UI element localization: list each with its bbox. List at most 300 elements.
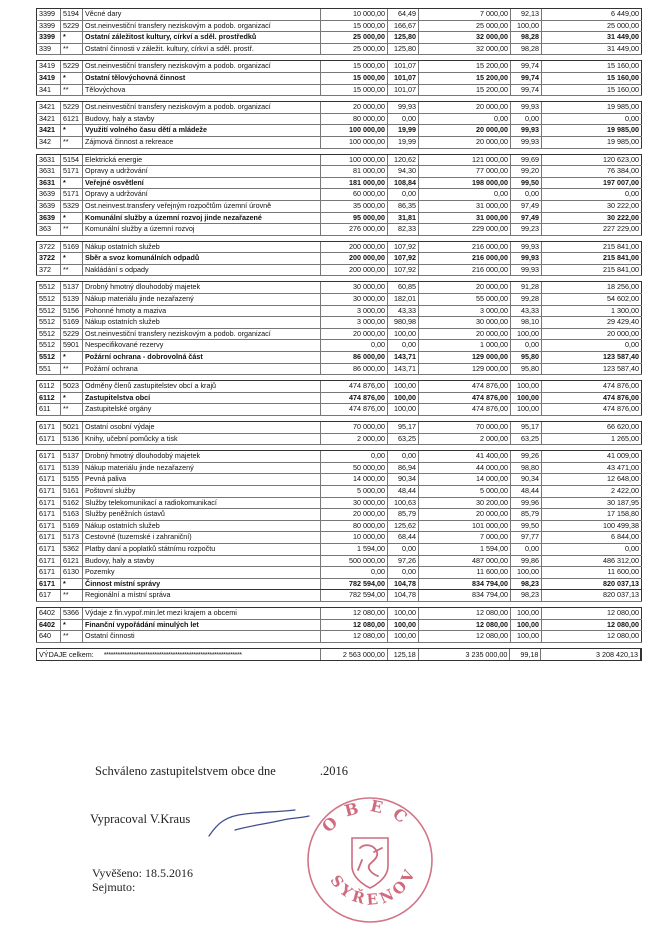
approved-percent-cell: 100,00 <box>388 631 419 642</box>
actual-cell: 12 080,00 <box>542 608 642 619</box>
approved-budget-cell: 86 000,00 <box>321 352 388 363</box>
adjusted-percent-cell: 95,80 <box>511 364 542 375</box>
paragraph-cell: 6171 <box>36 544 61 555</box>
paragraph-cell: 3639 <box>36 189 61 200</box>
paragraph-cell: 5512 <box>36 306 61 317</box>
paragraph-cell: 6171 <box>36 463 61 474</box>
table-group <box>36 450 642 602</box>
actual-cell: 123 587,40 <box>542 364 642 375</box>
item-code-cell: 5229 <box>61 21 83 32</box>
paragraph-cell: 640 <box>36 631 61 642</box>
table-row <box>36 306 642 318</box>
item-code-cell: 6130 <box>61 567 83 578</box>
actual-cell: 0,00 <box>542 544 642 555</box>
table-row <box>36 607 642 620</box>
actual-cell: 215 841,00 <box>542 253 642 264</box>
approval-text: Schváleno zastupitelstvem obce dne <box>95 764 276 778</box>
approved-budget-cell: 25 000,00 <box>321 32 388 43</box>
approved-percent-cell: 143,71 <box>388 364 419 375</box>
adjusted-budget-cell: 14 000,00 <box>419 474 511 485</box>
approved-budget-cell: 782 594,00 <box>321 579 388 590</box>
table-row <box>36 450 642 463</box>
paragraph-cell: 3631 <box>36 166 61 177</box>
approval-date: .2016 <box>319 764 348 778</box>
paragraph-cell: 6402 <box>36 620 61 631</box>
adjusted-budget-cell: 30 200,00 <box>419 498 511 509</box>
adjusted-percent-cell: 99,96 <box>511 498 542 509</box>
table-row <box>36 224 642 236</box>
total-actual-cell: 3 208 420,13 <box>541 649 641 660</box>
table-row <box>36 352 642 364</box>
item-code-cell: 5156 <box>61 306 83 317</box>
approved-budget-cell: 0,00 <box>321 340 388 351</box>
adjusted-percent-cell: 99,93 <box>511 265 542 276</box>
table-row <box>36 380 642 393</box>
adjusted-budget-cell: 15 200,00 <box>419 61 511 72</box>
actual-cell: 11 600,00 <box>542 567 642 578</box>
approved-budget-cell: 10 000,00 <box>321 532 388 543</box>
adjusted-budget-cell: 0,00 <box>419 114 511 125</box>
approved-percent-cell: 100,00 <box>388 608 419 619</box>
paragraph-cell: 3639 <box>36 201 61 212</box>
item-code-cell: ** <box>61 137 83 148</box>
svg-text:OBEC <box>318 796 419 836</box>
table-group <box>36 60 642 96</box>
table-group <box>36 101 642 148</box>
table-row <box>36 532 642 544</box>
item-code-cell: 5163 <box>61 509 83 520</box>
actual-cell: 6 844,00 <box>542 532 642 543</box>
adjusted-budget-cell: 32 000,00 <box>419 44 511 55</box>
actual-cell: 30 222,00 <box>542 213 642 224</box>
adjusted-budget-cell: 31 000,00 <box>419 213 511 224</box>
item-name-cell: Veřejné osvětlení <box>83 178 321 189</box>
approved-budget-cell: 15 000,00 <box>321 61 388 72</box>
actual-cell: 120 623,00 <box>542 155 642 166</box>
table-row <box>36 166 642 178</box>
approved-budget-cell: 5 000,00 <box>321 486 388 497</box>
item-name-cell: Ost.neinvestiční transfery neziskovým a podob. organizací <box>83 21 321 32</box>
approved-budget-cell: 12 080,00 <box>321 608 388 619</box>
paragraph-cell: 3399 <box>36 32 61 43</box>
item-name-cell: Požární ochrana - dobrovolná část <box>83 352 321 363</box>
approved-percent-cell: 0,00 <box>388 451 419 462</box>
coat-of-arms-icon <box>352 838 388 888</box>
adjusted-percent-cell: 97,49 <box>511 213 542 224</box>
adjusted-budget-cell: 20 000,00 <box>419 329 511 340</box>
paragraph-cell: 3722 <box>36 253 61 264</box>
item-code-cell: 5137 <box>61 451 83 462</box>
adjusted-budget-cell: 20 000,00 <box>419 125 511 136</box>
item-name-cell: Komunální služby a územní rozvoj <box>83 224 321 235</box>
item-name-cell: Nákup materiálu jinde nezařazený <box>83 294 321 305</box>
approved-percent-cell: 125,80 <box>388 32 419 43</box>
paragraph-cell: 6171 <box>36 556 61 567</box>
table-group <box>36 241 642 277</box>
item-name-cell: Nákup ostatních služeb <box>83 317 321 328</box>
item-code-cell: ** <box>61 404 83 415</box>
adjusted-percent-cell: 98,28 <box>511 32 542 43</box>
paragraph-cell: 3639 <box>36 213 61 224</box>
approved-budget-cell: 86 000,00 <box>321 364 388 375</box>
paragraph-cell: 3631 <box>36 155 61 166</box>
adjusted-percent-cell: 0,00 <box>511 544 542 555</box>
adjusted-percent-cell: 98,23 <box>511 590 542 601</box>
approved-percent-cell: 0,00 <box>388 340 419 351</box>
approved-budget-cell: 474 876,00 <box>321 381 388 392</box>
item-code-cell: * <box>61 125 83 136</box>
adjusted-percent-cell: 99,93 <box>511 242 542 253</box>
paragraph-cell: 3631 <box>36 178 61 189</box>
approved-percent-cell: 101,07 <box>388 61 419 72</box>
table-row <box>36 8 642 21</box>
table-row <box>36 281 642 294</box>
adjusted-percent-cell: 99,26 <box>511 451 542 462</box>
item-code-cell: 5173 <box>61 532 83 543</box>
paragraph-cell: 5512 <box>36 294 61 305</box>
adjusted-budget-cell: 20 000,00 <box>419 509 511 520</box>
adjusted-percent-cell: 98,10 <box>511 317 542 328</box>
adjusted-budget-cell: 1 000,00 <box>419 340 511 351</box>
adjusted-percent-cell: 85,79 <box>511 509 542 520</box>
actual-cell: 820 037,13 <box>542 590 642 601</box>
item-code-cell: 5023 <box>61 381 83 392</box>
actual-cell: 0,00 <box>542 340 642 351</box>
adjusted-budget-cell: 12 080,00 <box>419 608 511 619</box>
paragraph-cell: 3421 <box>36 125 61 136</box>
paragraph-cell: 6171 <box>36 486 61 497</box>
actual-cell: 0,00 <box>542 114 642 125</box>
table-row <box>36 567 642 579</box>
item-name-cell: Elektrická energie <box>83 155 321 166</box>
item-code-cell: 5171 <box>61 166 83 177</box>
table-row <box>36 154 642 167</box>
adjusted-percent-cell: 100,00 <box>511 631 542 642</box>
approved-budget-cell: 0,00 <box>321 451 388 462</box>
adjusted-percent-cell: 100,00 <box>511 21 542 32</box>
actual-cell: 54 602,00 <box>542 294 642 305</box>
item-code-cell: ** <box>61 224 83 235</box>
actual-cell: 17 158,80 <box>542 509 642 520</box>
adjusted-budget-cell: 474 876,00 <box>419 381 511 392</box>
paragraph-cell: 5512 <box>36 317 61 328</box>
adjusted-percent-cell: 0,00 <box>511 340 542 351</box>
item-code-cell: 5366 <box>61 608 83 619</box>
table-row <box>36 137 642 149</box>
approved-percent-cell: 104,78 <box>388 579 419 590</box>
approved-budget-cell: 3 000,00 <box>321 306 388 317</box>
approved-percent-cell: 60,85 <box>388 282 419 293</box>
item-name-cell: Nákup ostatních služeb <box>83 242 321 253</box>
actual-cell: 29 429,40 <box>542 317 642 328</box>
item-code-cell: 5154 <box>61 155 83 166</box>
item-name-cell: Budovy, haly a stavby <box>83 556 321 567</box>
item-name-cell: Výdaje z fin.vypoř.min.let mezi krajem a obcemi <box>83 608 321 619</box>
actual-cell: 66 620,00 <box>542 422 642 433</box>
adjusted-budget-cell: 31 000,00 <box>419 201 511 212</box>
adjusted-budget-cell: 229 000,00 <box>419 224 511 235</box>
approved-budget-cell: 20 000,00 <box>321 329 388 340</box>
total-label-cell <box>37 649 321 660</box>
table-row <box>36 213 642 225</box>
approved-budget-cell: 12 080,00 <box>321 620 388 631</box>
item-name-cell: Pevná paliva <box>83 474 321 485</box>
item-name-cell: Ost.neinvestiční transfery neziskovým a podob. organizací <box>83 329 321 340</box>
paragraph-cell: 5512 <box>36 352 61 363</box>
adjusted-budget-cell: 487 000,00 <box>419 556 511 567</box>
adjusted-percent-cell: 100,00 <box>511 393 542 404</box>
approved-budget-cell: 200 000,00 <box>321 253 388 264</box>
actual-cell: 123 587,40 <box>542 352 642 363</box>
item-code-cell: * <box>61 32 83 43</box>
adjusted-budget-cell: 198 000,00 <box>419 178 511 189</box>
item-code-cell: * <box>61 393 83 404</box>
item-name-cell: Zastupitelské orgány <box>83 404 321 415</box>
actual-cell: 43 471,00 <box>542 463 642 474</box>
actual-cell: 474 876,00 <box>542 404 642 415</box>
item-name-cell: Budovy, haly a stavby <box>83 114 321 125</box>
adjusted-budget-cell: 0,00 <box>419 189 511 200</box>
table-row <box>36 253 642 265</box>
adjusted-budget-cell: 216 000,00 <box>419 242 511 253</box>
actual-cell: 30 187,95 <box>542 498 642 509</box>
item-name-cell: Nákup ostatních služeb <box>83 521 321 532</box>
item-code-cell: 5229 <box>61 61 83 72</box>
adjusted-budget-cell: 1 594,00 <box>419 544 511 555</box>
table-row <box>36 498 642 510</box>
paragraph-cell: 5512 <box>36 340 61 351</box>
adjusted-percent-cell: 98,28 <box>511 44 542 55</box>
adjusted-budget-cell: 129 000,00 <box>419 364 511 375</box>
adjusted-percent-cell: 100,00 <box>511 329 542 340</box>
item-code-cell: 5329 <box>61 201 83 212</box>
paragraph-cell: 551 <box>36 364 61 375</box>
approved-percent-cell: 86,94 <box>388 463 419 474</box>
table-row <box>36 294 642 306</box>
approved-percent-cell: 90,34 <box>388 474 419 485</box>
item-code-cell: 5139 <box>61 463 83 474</box>
actual-cell: 227 229,00 <box>542 224 642 235</box>
paragraph-cell: 6171 <box>36 567 61 578</box>
actual-cell: 486 312,00 <box>542 556 642 567</box>
paragraph-cell: 342 <box>36 137 61 148</box>
item-code-cell: 5229 <box>61 102 83 113</box>
table-row <box>36 241 642 254</box>
paragraph-cell: 6112 <box>36 393 61 404</box>
adjusted-percent-cell: 99,93 <box>511 137 542 148</box>
actual-cell: 2 422,00 <box>542 486 642 497</box>
adjusted-percent-cell: 99,74 <box>511 61 542 72</box>
approved-percent-cell: 85,79 <box>388 509 419 520</box>
table-row <box>36 590 642 602</box>
approved-budget-cell: 474 876,00 <box>321 393 388 404</box>
approved-budget-cell: 100 000,00 <box>321 125 388 136</box>
item-code-cell: * <box>61 213 83 224</box>
adjusted-budget-cell: 474 876,00 <box>419 393 511 404</box>
actual-cell: 15 160,00 <box>542 85 642 96</box>
table-row <box>36 60 642 73</box>
adjusted-percent-cell: 95,80 <box>511 352 542 363</box>
table-row <box>36 178 642 190</box>
adjusted-budget-cell: 2 000,00 <box>419 434 511 445</box>
approved-budget-cell: 181 000,00 <box>321 178 388 189</box>
actual-cell: 820 037,13 <box>542 579 642 590</box>
paragraph-cell: 611 <box>36 404 61 415</box>
adjusted-percent-cell: 99,74 <box>511 85 542 96</box>
approved-budget-cell: 30 000,00 <box>321 498 388 509</box>
item-code-cell: 6121 <box>61 114 83 125</box>
table-row <box>36 201 642 213</box>
table-row <box>36 631 642 643</box>
approved-budget-cell: 80 000,00 <box>321 521 388 532</box>
table-group <box>36 607 642 643</box>
paragraph-cell: 6171 <box>36 509 61 520</box>
item-name-cell: Ost.neinvestiční transfery neziskovým a podob. organizací <box>83 102 321 113</box>
approved-percent-cell: 100,00 <box>388 620 419 631</box>
table-row <box>36 32 642 44</box>
paragraph-cell: 341 <box>36 85 61 96</box>
total-adjusted-cell: 3 235 000,00 <box>419 649 511 660</box>
adjusted-percent-cell: 100,00 <box>511 404 542 415</box>
item-name-cell: Regionální a místní správa <box>83 590 321 601</box>
approved-budget-cell: 10 000,00 <box>321 9 388 20</box>
adjusted-budget-cell: 12 080,00 <box>419 631 511 642</box>
actual-cell: 474 876,00 <box>542 381 642 392</box>
item-name-cell: Služby telekomunikací a radiokomunikací <box>83 498 321 509</box>
table-row <box>36 393 642 405</box>
approved-percent-cell: 107,92 <box>388 265 419 276</box>
approved-percent-cell: 0,00 <box>388 567 419 578</box>
paragraph-cell: 6402 <box>36 608 61 619</box>
table-row <box>36 73 642 85</box>
paragraph-cell: 339 <box>36 44 61 55</box>
approved-budget-cell: 100 000,00 <box>321 137 388 148</box>
actual-cell: 197 007,00 <box>542 178 642 189</box>
prepared-by: Vypracoval V.Kraus <box>90 812 191 826</box>
table-group <box>36 281 642 375</box>
approved-percent-cell: 100,00 <box>388 381 419 392</box>
table-row <box>36 44 642 56</box>
adjusted-budget-cell: 5 000,00 <box>419 486 511 497</box>
paragraph-cell: 3421 <box>36 102 61 113</box>
item-code-cell: 5137 <box>61 282 83 293</box>
adjusted-budget-cell: 41 400,00 <box>419 451 511 462</box>
paragraph-cell: 3419 <box>36 73 61 84</box>
item-code-cell: ** <box>61 631 83 642</box>
actual-cell: 76 384,00 <box>542 166 642 177</box>
approved-percent-cell: 0,00 <box>388 544 419 555</box>
adjusted-budget-cell: 216 000,00 <box>419 253 511 264</box>
table-row <box>36 101 642 114</box>
item-code-cell: 5136 <box>61 434 83 445</box>
table-row <box>36 404 642 416</box>
item-code-cell: 5139 <box>61 294 83 305</box>
item-name-cell: Služby peněžních ústavů <box>83 509 321 520</box>
table-row <box>36 509 642 521</box>
actual-cell: 12 080,00 <box>542 631 642 642</box>
item-code-cell: 5901 <box>61 340 83 351</box>
actual-cell: 19 985,00 <box>542 125 642 136</box>
total-stars: ************************************************************ <box>103 649 242 659</box>
adjusted-budget-cell: 55 000,00 <box>419 294 511 305</box>
approved-budget-cell: 15 000,00 <box>321 73 388 84</box>
actual-cell: 215 841,00 <box>542 265 642 276</box>
item-code-cell: 5161 <box>61 486 83 497</box>
approved-percent-cell: 19,99 <box>388 137 419 148</box>
item-name-cell: Sběr a svoz komunálních odpadů <box>83 253 321 264</box>
adjusted-percent-cell: 98,23 <box>511 579 542 590</box>
item-code-cell: 5169 <box>61 521 83 532</box>
total-row <box>36 648 642 661</box>
item-name-cell: Zastupitelstva obcí <box>83 393 321 404</box>
item-name-cell: Pozemky <box>83 567 321 578</box>
adjusted-budget-cell: 20 000,00 <box>419 137 511 148</box>
total-label: VÝDAJE celkem: <box>39 649 94 659</box>
adjusted-percent-cell: 99,93 <box>511 125 542 136</box>
table-group <box>36 380 642 416</box>
approved-percent-cell: 108,84 <box>388 178 419 189</box>
approved-budget-cell: 200 000,00 <box>321 265 388 276</box>
adjusted-budget-cell: 101 000,00 <box>419 521 511 532</box>
paragraph-cell: 5512 <box>36 329 61 340</box>
adjusted-percent-cell: 99,86 <box>511 556 542 567</box>
item-name-cell: Činnost místní správy <box>83 579 321 590</box>
approved-percent-cell: 980,98 <box>388 317 419 328</box>
approved-percent-cell: 182,01 <box>388 294 419 305</box>
approved-budget-cell: 20 000,00 <box>321 509 388 520</box>
paragraph-cell: 6171 <box>36 451 61 462</box>
approved-budget-cell: 20 000,00 <box>321 102 388 113</box>
table-row <box>36 463 642 475</box>
actual-cell: 215 841,00 <box>542 242 642 253</box>
table-row <box>36 265 642 277</box>
item-name-cell: Finanční vypořádání minulých let <box>83 620 321 631</box>
approved-budget-cell: 100 000,00 <box>321 155 388 166</box>
actual-cell: 474 876,00 <box>542 393 642 404</box>
paragraph-cell: 6171 <box>36 521 61 532</box>
approved-percent-cell: 120,62 <box>388 155 419 166</box>
approved-percent-cell: 43,33 <box>388 306 419 317</box>
adjusted-budget-cell: 44 000,00 <box>419 463 511 474</box>
approved-budget-cell: 14 000,00 <box>321 474 388 485</box>
paragraph-cell: 3399 <box>36 9 61 20</box>
approved-percent-cell: 94,30 <box>388 166 419 177</box>
table-row <box>36 421 642 434</box>
adjusted-budget-cell: 32 000,00 <box>419 32 511 43</box>
approval-line <box>95 764 348 779</box>
approved-budget-cell: 30 000,00 <box>321 282 388 293</box>
item-name-cell: Cestovné (tuzemské i zahraniční) <box>83 532 321 543</box>
item-code-cell: 5169 <box>61 317 83 328</box>
approved-budget-cell: 70 000,00 <box>321 422 388 433</box>
actual-cell: 25 000,00 <box>542 21 642 32</box>
approved-budget-cell: 35 000,00 <box>321 201 388 212</box>
approved-percent-cell: 0,00 <box>388 189 419 200</box>
approved-budget-cell: 81 000,00 <box>321 166 388 177</box>
total-approved-percent-cell: 125,18 <box>388 649 419 660</box>
table-row <box>36 434 642 446</box>
adjusted-percent-cell: 98,80 <box>511 463 542 474</box>
signature-icon <box>205 806 315 846</box>
approved-percent-cell: 100,00 <box>388 329 419 340</box>
paragraph-cell: 3421 <box>36 114 61 125</box>
item-name-cell: Komunální služby a územní rozvoj jinde nezařazené <box>83 213 321 224</box>
adjusted-budget-cell: 7 000,00 <box>419 532 511 543</box>
table-row <box>36 474 642 486</box>
actual-cell: 12 648,00 <box>542 474 642 485</box>
table-row <box>36 21 642 33</box>
item-name-cell: Ost.neinvestiční transfery neziskovým a podob. organizací <box>83 61 321 72</box>
